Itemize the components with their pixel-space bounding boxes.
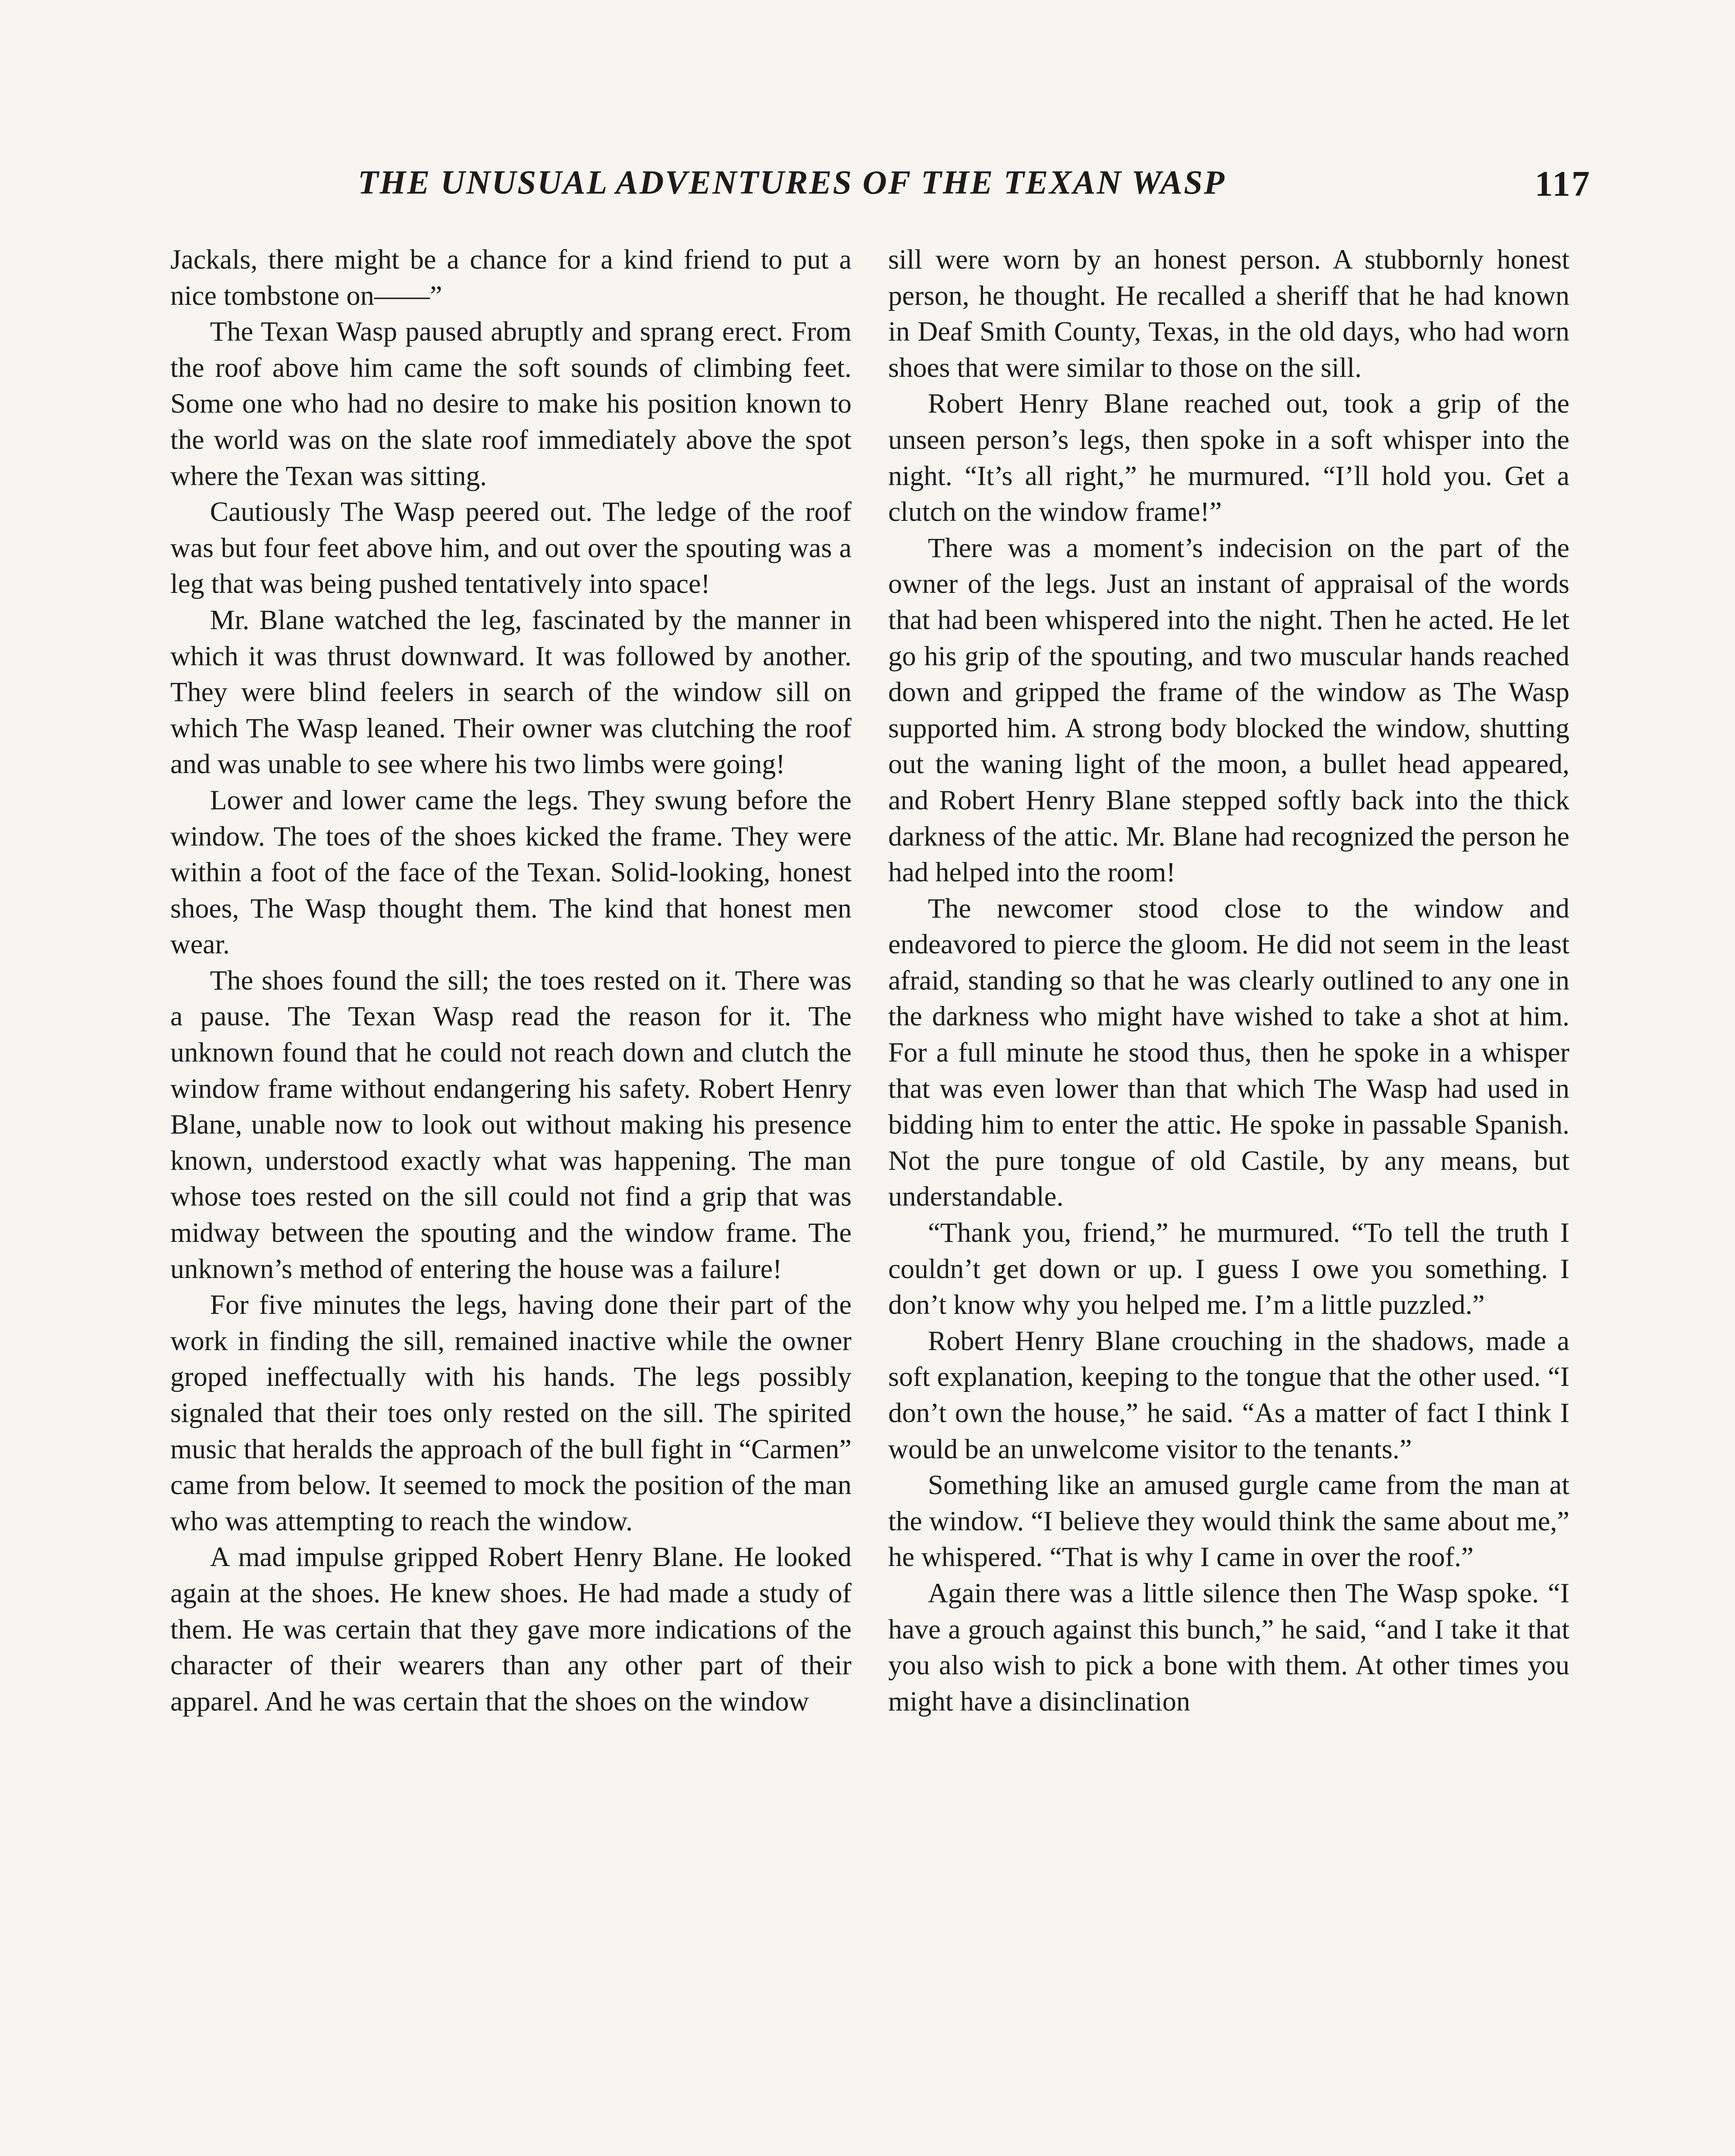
paragraph: The shoes found the sill; the toes rested on it. There was a pause. The Texan Wasp read the reason for it. The unknown found that he could not reach down and clutch the window frame without endangering his safety. Robert Henry Blane, unable now to look out without making his presence known, understood exactly what was happening. The man whose toes rested on the sill could not find a grip that was midway between the spouting and the window frame. The unknown’s method of entering the house was a failure! — [170, 965, 852, 1284]
paragraph: Mr. Blane watched the leg, fascinated by the manner in which it was thrust downward. It was followed by another. They were blind feelers in search of the window sill on which The Wasp leaned. Their owner was clutching the roof and was unable to see where his two limbs were going! — [170, 604, 852, 780]
page-number: 117 — [1535, 164, 1591, 204]
running-header — [358, 163, 1591, 215]
paragraph: Robert Henry Blane reached out, took a grip of the unseen person’s legs, then spoke in a soft whisper into the night. “It’s all right,” he murmured. “I’ll hold you. Get a clutch on the window frame!” — [888, 388, 1569, 527]
paragraph: “Thank you, friend,” he murmured. “To tell the truth I couldn’t get down or up. I guess I owe you something. I don’t know why you helped me. I’m a little puzzled.” — [888, 1217, 1569, 1320]
right-column — [888, 241, 1569, 1719]
paragraph: Lower and lower came the legs. They swung before the window. The toes of the shoes kicked the frame. They were within a foot of the face of the Texan. Solid-looking, honest shoes, The Wasp thought them. The kind that honest men wear. — [170, 784, 852, 960]
paragraph: The newcomer stood close to the window and endeavored to pierce the gloom. He did not seem in the least afraid, standing so that he was clearly outlined to any one in the darkness who might have wished to take a shot at him. For a full minute he stood thus, then he spoke in a whisper that was even lower than that which The Wasp had used in bidding him to enter the attic. He spoke in passable Spanish. Not the pure tongue of old Castile, by any means, but understandable. — [888, 893, 1569, 1212]
paragraph: For five minutes the legs, having done their part of the work in finding the sill, remained inactive while the owner groped ineffectually with his hands. The legs possibly signaled that their toes only rested on the sill. The spirited music that heralds the approach of the bull fight in “Carmen” came from below. It seemed to mock the position of the man who was attempting to reach the window. — [170, 1289, 852, 1536]
running-title: THE UNUSUAL ADVENTURES OF THE TEXAN WASP — [358, 163, 1226, 201]
left-column — [170, 241, 852, 1719]
paragraph: A mad impulse gripped Robert Henry Blane. He looked again at the shoes. He knew shoes. He had made a study of them. He was certain that they gave more indications of the character of their wearers than any other part of their apparel. And he was certain that the shoes on the window — [170, 1542, 852, 1717]
paragraph: There was a moment’s indecision on the part of the owner of the legs. Just an instant of appraisal of the words that had been whispered into the night. Then he acted. He let go his grip of the spouting, and two muscular hands reached down and gripped the frame of the window as The Wasp supported him. A strong body blocked the window, shutting out the waning light of the moon, a bullet head appeared, and Robert Henry Blane stepped softly back into the thick darkness of the attic. Mr. Blane had recognized the person he had helped into the room! — [888, 532, 1569, 888]
paragraph: Robert Henry Blane crouching in the shadows, made a soft explanation, keeping to the tongue that the other used. “I don’t own the house,” he said. “As a matter of fact I think I would be an unwelcome visitor to the tenants.” — [888, 1325, 1569, 1464]
paragraph: Something like an amused gurgle came from the man at the window. “I believe they would think the same about me,” he whispered. “That is why I came in over the roof.” — [888, 1470, 1569, 1573]
paragraph: The Texan Wasp paused abruptly and sprang erect. From the roof above him came the soft sounds of climbing feet. Some one who had no desire to make his position known to the world was on the slate roof immediately above the spot where the Texan was sitting. — [170, 316, 852, 491]
paragraph: Jackals, there might be a chance for a kind friend to put a nice tombstone on——” — [170, 244, 852, 311]
paragraph: Cautiously The Wasp peered out. The ledge of the roof was but four feet above him, and out over the spouting was a leg that was being pushed tentatively into space! — [170, 496, 852, 599]
paragraph: sill were worn by an honest person. A stubbornly honest person, he thought. He recalled a sheriff that he had known in Deaf Smith County, Texas, in the old days, who had worn shoes that were similar to those on the sill. — [888, 244, 1569, 383]
paragraph: Again there was a little silence then The Wasp spoke. “I have a grouch against this bunch,” he said, “and I take it that you also wish to pick a bone with them. At other times you might have a disinclination — [888, 1577, 1569, 1717]
